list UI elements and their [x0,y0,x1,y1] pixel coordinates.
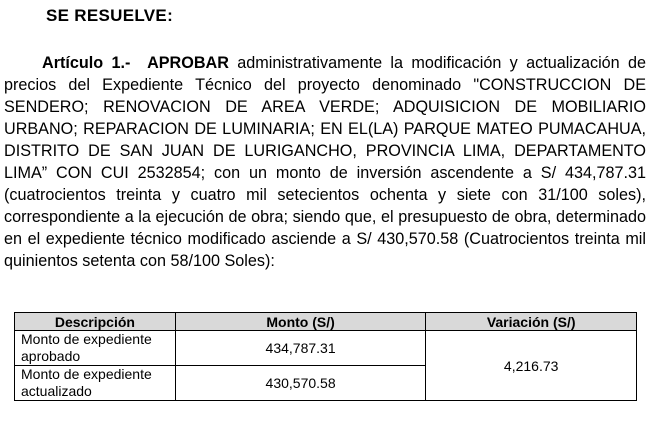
cell-monto: 430,570.58 [175,366,426,401]
amounts-table [14,312,637,401]
cell-variacion: 4,216.73 [426,331,637,401]
header-descripcion: Descripción [15,313,176,331]
cell-descripcion: Monto de expediente actualizado [15,366,176,401]
cell-descripcion: Monto de expediente aprobado [15,331,176,366]
article-body: administrativamente la modificación y actualización de precios del Expediente Técnico del proyecto denominado "CONSTRUCCION DE SENDERO; RENOVACION DE AREA VERDE; ADQUISICION DE MOBILIARIO URBANO; REPARACION DE LUMINARIA; EN EL(LA) PARQUE MATEO PUMACAHUA, DISTRITO DE SAN JUAN DE LURIGANCHO, PROVINCIA LIMA, DEPARTAMENTO LIMA” CON CUI 2532854; con un monto de inversión ascendente a S/ 434,787.31 (cuatrocientos treinta y cuatro mil setecientos ochenta y siete con 31/100 soles), correspondiente a la ejecución de obra; siendo que, el presupuesto de obra, determinado en el expediente técnico modificado asciende a S/ 430,570.58 (Cuatrocientos treinta mil quinientos setenta con 58/100 Soles): [4,54,647,270]
article-paragraph [4,52,646,272]
article-label: Artículo 1.- [42,54,131,72]
section-heading: SE RESUELVE: [46,6,174,25]
header-monto: Monto (S/) [175,313,426,331]
cell-monto: 434,787.31 [175,331,426,366]
table-row [15,331,637,366]
header-variacion: Variación (S/) [426,313,637,331]
article-verb: APROBAR [147,54,229,72]
table-header-row [15,313,637,331]
